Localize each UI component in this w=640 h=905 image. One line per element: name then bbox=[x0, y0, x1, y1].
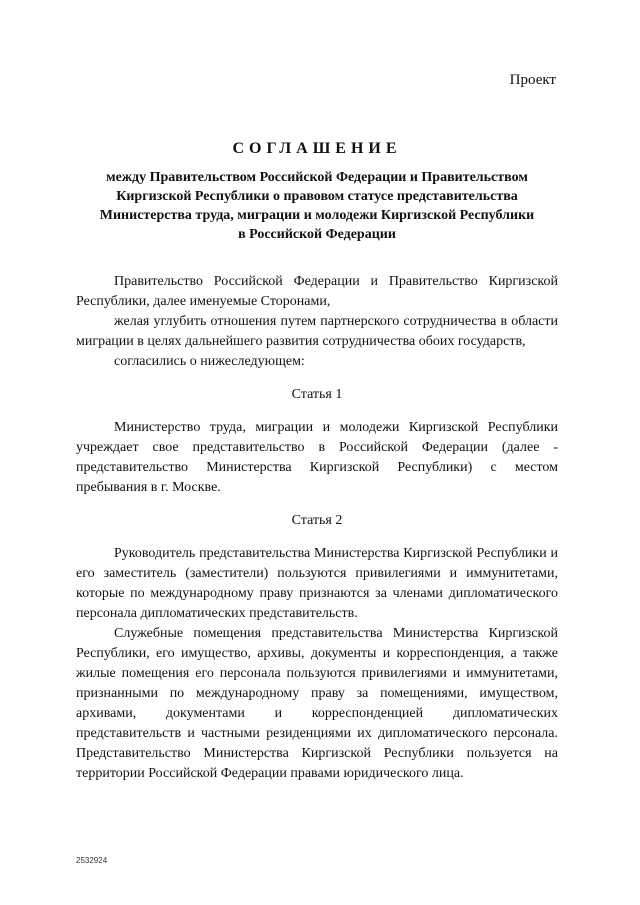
subtitle-line: Министерства труда, миграции и молодежи Киргизской Республики bbox=[99, 208, 535, 223]
article-1-heading: Статья 1 bbox=[291, 387, 343, 402]
document-code: 2532924 bbox=[76, 856, 108, 865]
subtitle-line: в Российской Федерации bbox=[238, 227, 396, 242]
article-2-paragraph: Руководитель представительства Министерства Киргизской Республики и его заместитель (заместители) пользуются привилегиями и иммунитетами, которые по международному праву признаются за членами дипломатического персонала дипломатических представительств. bbox=[76, 546, 558, 621]
document-subtitle bbox=[76, 168, 558, 244]
article-2-heading: Статья 2 bbox=[291, 513, 343, 528]
article-2-paragraph: Служебные помещения представительства Министерства Киргизской Республики, его имущество, архивы, документы и корреспонденция, а также жилые помещения его персонала пользуются привилегиями и иммунитетами, признанными по международному праву за помещениями, имуществом, архивами, документами и корреспонденцией дипломатических представительств и частными резиденциями их дипломатического персонала. Представительство Министерства Киргизской Республики пользуется на территории Российской Федерации правами юридического лица. bbox=[76, 626, 558, 781]
document-body bbox=[76, 272, 558, 784]
title-block bbox=[76, 140, 558, 244]
subtitle-line: между Правительством Российской Федерации и Правительством bbox=[106, 170, 528, 185]
preamble-paragraph: согласились о нижеследующем: bbox=[114, 354, 305, 369]
document-title: СОГЛАШЕНИЕ bbox=[232, 140, 402, 157]
preamble-paragraph: Правительство Российской Федерации и Правительство Киргизской Республики, далее именуемые Сторонами, bbox=[76, 274, 558, 309]
draft-label: Проект bbox=[509, 72, 556, 88]
article-1-paragraph: Министерство труда, миграции и молодежи Киргизской Республики учреждает свое представительство в Российской Федерации (далее - представительство Министерства Киргизской Республики) с местом пребывания в г. Москве. bbox=[76, 420, 558, 495]
preamble-paragraph: желая углубить отношения путем партнерского сотрудничества в области миграции в целях дальнейшего развития сотрудничества обоих государств, bbox=[76, 314, 558, 349]
subtitle-line: Киргизской Республики о правовом статусе представительства bbox=[116, 189, 518, 204]
